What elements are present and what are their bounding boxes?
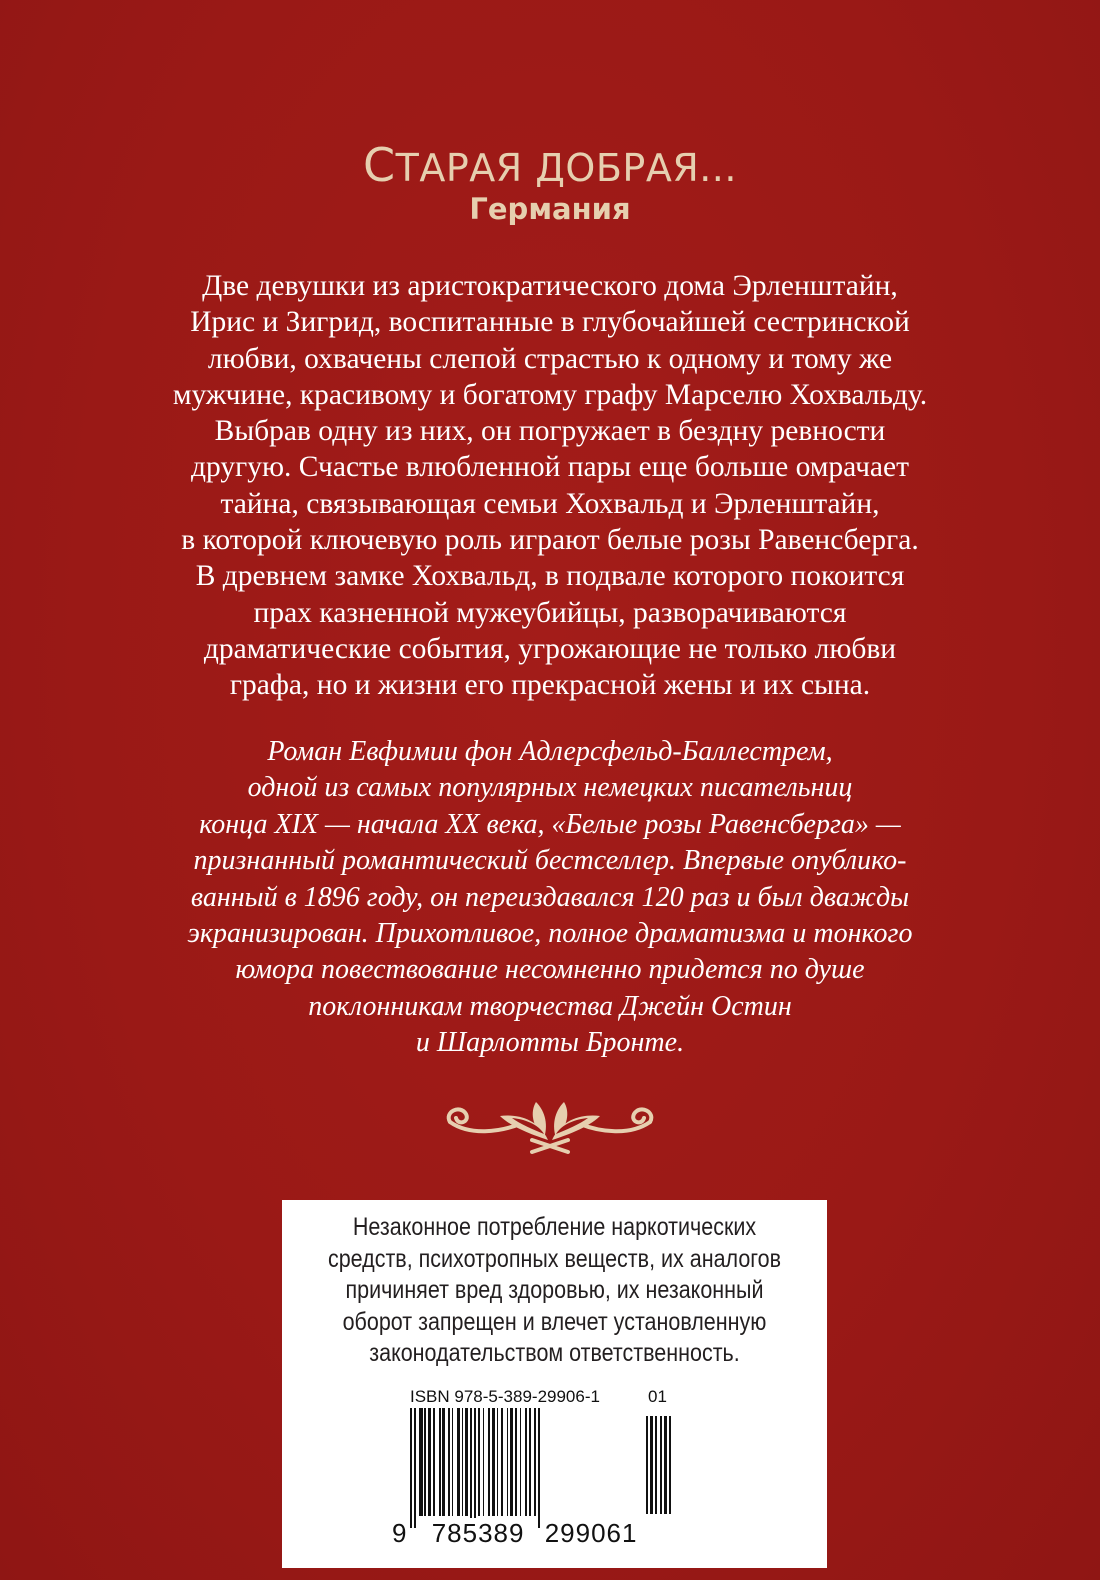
- barcode-addon-icon: [646, 1416, 672, 1526]
- barcode-bar: [470, 1408, 472, 1528]
- barcode-bar: [452, 1408, 453, 1516]
- barcode-bar: [669, 1416, 671, 1514]
- author-blurb: [90, 734, 1010, 1062]
- synopsis-line: тайна, связывающая семьи Хохвальд и Эрленштайн,: [220, 487, 880, 520]
- barcode-bar: [424, 1408, 426, 1516]
- barcode-bar: [529, 1408, 531, 1516]
- warning-line: законодательством ответственность.: [369, 1339, 740, 1367]
- synopsis-line: графа, но и жизни его прекрасной жены и их сына.: [229, 669, 871, 702]
- leaf-vignette-icon: [440, 1096, 660, 1156]
- barcode-bar: [457, 1408, 460, 1516]
- series-title-rest: ТАРАЯ ДОБРАЯ...: [395, 146, 737, 190]
- barcode-bar: [510, 1408, 513, 1516]
- isbn-number: ISBN 978-5-389-29906-1: [410, 1387, 600, 1406]
- barcode-icon: [410, 1408, 632, 1528]
- barcode-bar: [655, 1416, 657, 1514]
- barcode-bar: [433, 1408, 435, 1516]
- synopsis-line: драматические события, угрожающие не только любви: [203, 632, 897, 665]
- barcode-bar: [462, 1408, 463, 1516]
- barcode-bar: [650, 1416, 653, 1514]
- series-title: [0, 138, 1100, 192]
- synopsis-line: любви, охвачены слепой страстью к одному и тому же: [207, 342, 893, 375]
- warning-line: средств, психотропных веществ, их аналогов: [327, 1244, 782, 1273]
- blurb-line: признанный романтический бестселлер. Впервые опублико-: [193, 845, 907, 877]
- barcode-bar: [664, 1416, 667, 1514]
- barcode-bar: [520, 1408, 521, 1516]
- barcode-bar: [646, 1416, 648, 1514]
- barcode-bar: [492, 1408, 495, 1516]
- synopsis-line: в которой ключевую роль играют белые розы Равенсберга.: [181, 524, 919, 557]
- barcode-bar: [660, 1416, 662, 1514]
- blurb-line: экранизирован. Прихотливое, полное драматизма и тонкого: [187, 918, 913, 950]
- barcode-bar: [538, 1408, 540, 1528]
- warning-line: причиняет вред здоровью, их незаконный: [345, 1276, 764, 1304]
- synopsis-line: Ирис и Зигрид, воспитанные в глубочайшей сестринской: [190, 306, 910, 339]
- barcode-bar: [478, 1408, 480, 1516]
- barcode-bar: [488, 1408, 490, 1516]
- blurb-line: юмора повествование несомненно придется по душе: [235, 954, 865, 986]
- synopsis-line: другую. Счастье влюбленной пары еще больше омрачает: [190, 451, 910, 484]
- barcode-bar: [525, 1408, 527, 1516]
- synopsis-line: Выбрав одну из них, он погружает в бездну ревности: [214, 415, 886, 448]
- barcode-bar: [483, 1408, 484, 1516]
- warning-line: оборот запрещен и влечет установленную: [342, 1307, 767, 1336]
- warning-line: Незаконное потребление наркотических: [352, 1213, 757, 1241]
- blurb-line: Роман Евфимии фон Адлерсфельд-Баллестрем,: [267, 736, 833, 767]
- barcode-bar: [428, 1408, 431, 1516]
- barcode-digit-first: 9: [392, 1518, 408, 1548]
- synopsis-line: Две девушки из аристократического дома Эрленштайн,: [202, 270, 898, 302]
- barcode-bar: [439, 1408, 441, 1516]
- barcode-bar: [507, 1408, 508, 1516]
- blurb-line: одной из самых популярных немецких писательниц: [247, 772, 853, 804]
- addon-code: 01: [648, 1387, 667, 1406]
- barcode-bar: [414, 1408, 416, 1528]
- barcode-bar: [497, 1408, 498, 1516]
- barcode-bar: [534, 1408, 536, 1516]
- series-subtitle: Германия: [469, 192, 631, 226]
- blurb-line: конца XIX — начала XX века, «Белые розы Равенсберга» —: [199, 808, 901, 840]
- legal-warning: [320, 1212, 789, 1370]
- series-title-initial: С: [363, 138, 396, 192]
- barcode-sticker: [282, 1200, 827, 1568]
- barcode-bar: [419, 1408, 423, 1516]
- synopsis-line: мужчине, красивому и богатому графу Марселю Хохвальду.: [172, 378, 928, 411]
- blurb-line: ванный в 1896 году, он переиздавался 120 раз и был дважды: [190, 881, 910, 913]
- barcode-digits-left: 785389: [431, 1518, 525, 1548]
- barcode-bar: [465, 1408, 468, 1516]
- barcode-digits: [392, 1518, 652, 1549]
- barcode-bar: [515, 1408, 517, 1516]
- blurb-line: поклонникам творчества Джейн Остин: [308, 990, 792, 1022]
- synopsis-line: прах казненной мужеубийцы, разворачиваются: [253, 596, 847, 629]
- blurb-line: и Шарлотты Бронте.: [415, 1027, 685, 1059]
- barcode-bar: [501, 1408, 503, 1516]
- synopsis-line: В древнем замке Хохвальд, в подвале которого покоится: [195, 560, 905, 593]
- synopsis: [90, 268, 1010, 704]
- barcode-bar: [448, 1408, 450, 1516]
- barcode-bar: [442, 1408, 445, 1516]
- barcode-bar: [410, 1408, 412, 1528]
- barcode-digits-right: 299061: [544, 1518, 638, 1548]
- barcode-bar: [474, 1408, 476, 1528]
